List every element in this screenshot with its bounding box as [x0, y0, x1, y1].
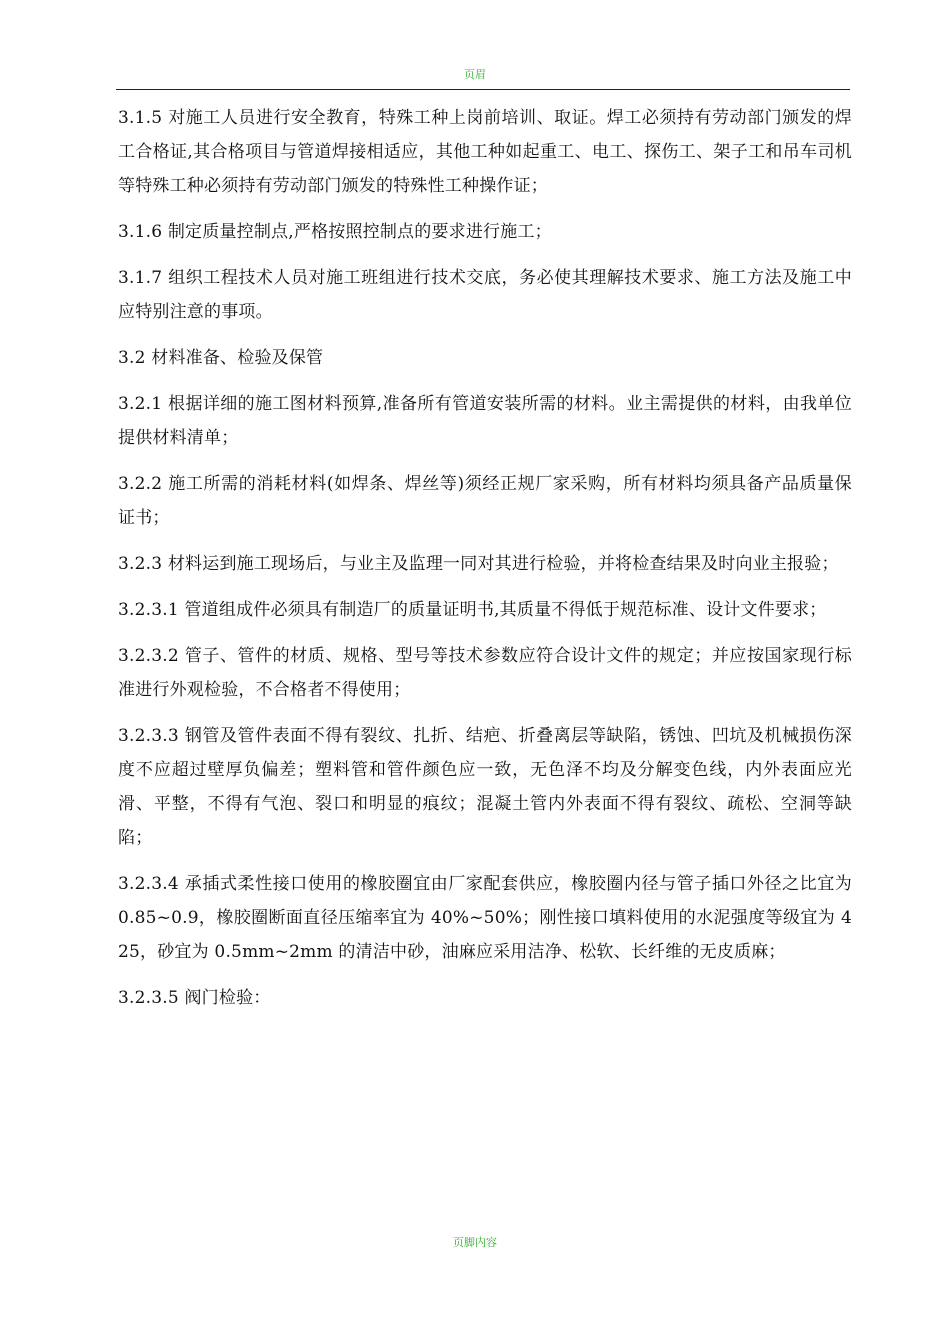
paragraph-3-2-3: 3.2.3 材料运到施工现场后，与业主及监理一同对其进行检验，并将检查结果及时向业主报验；: [118, 554, 839, 574]
paragraph-3-2-3-3: 3.2.3.3 钢管及管件表面不得有裂纹、扎折、结疤、折叠离层等缺陷，锈蚀、凹坑及机械损伤深度不应超过壁厚负偏差；塑料管和管件颜色应一致，无色泽不均及分解变色线，内外表面应光滑、平整，不得有气泡、裂口和明显的痕纹；混凝土管内外表面不得有裂纹、疏松、空洞等缺陷；: [118, 726, 852, 848]
paragraph-3-2-2: 3.2.2 施工所需的消耗材料(如焊条、焊丝等)须经正规厂家采购，所有材料均须具备产品质量保证书；: [118, 474, 852, 528]
document-body: [118, 101, 852, 1027]
paragraph-3-2-3-5: 3.2.3.5 阀门检验：: [118, 988, 271, 1008]
paragraph-3-2-3-2: 3.2.3.2 管子、管件的材质、规格、型号等技术参数应符合设计文件的规定；并应按国家现行标准进行外观检验，不合格者不得使用；: [118, 646, 852, 700]
paragraph-3-2-3-4: 3.2.3.4 承插式柔性接口使用的橡胶圈宜由厂家配套供应，橡胶圈内径与管子插口外径之比宜为 0.85~0.9，橡胶圈断面直径压缩率宜为 40%~50%；刚性接口填料使用的水泥强度等级宜为 425，砂宜为 0.5mm~2mm 的清洁中砂，油麻应采用洁净、松软、长纤维的无皮质麻；: [118, 874, 852, 962]
paragraph-3-1-7: 3.1.7 组织工程技术人员对施工班组进行技术交底，务必使其理解技术要求、施工方法及施工中应特别注意的事项。: [118, 268, 852, 322]
paragraph-3-1-5: 3.1.5 对施工人员进行安全教育，特殊工种上岗前培训、取证。焊工必须持有劳动部门颁发的焊工合格证,其合格项目与管道焊接相适应，其他工种如起重工、电工、探伤工、架子工和吊车司机等特殊工种必须持有劳动部门颁发的特殊性工种操作证；: [118, 108, 852, 196]
header-divider: [116, 89, 850, 90]
section-heading-3-2: 3.2 材料准备、检验及保管: [118, 348, 324, 368]
page-header-mark: 页眉: [464, 68, 486, 81]
paragraph-3-2-1: 3.2.1 根据详细的施工图材料预算,准备所有管道安装所需的材料。业主需提供的材料，由我单位提供材料清单；: [118, 394, 852, 448]
paragraph-3-1-6: 3.1.6 制定质量控制点,严格按照控制点的要求进行施工；: [118, 222, 552, 242]
paragraph-3-2-3-1: 3.2.3.1 管道组成件必须具有制造厂的质量证明书,其质量不得低于规范标准、设计文件要求；: [118, 600, 827, 620]
page-footer-mark: 页脚内容: [453, 1236, 497, 1249]
